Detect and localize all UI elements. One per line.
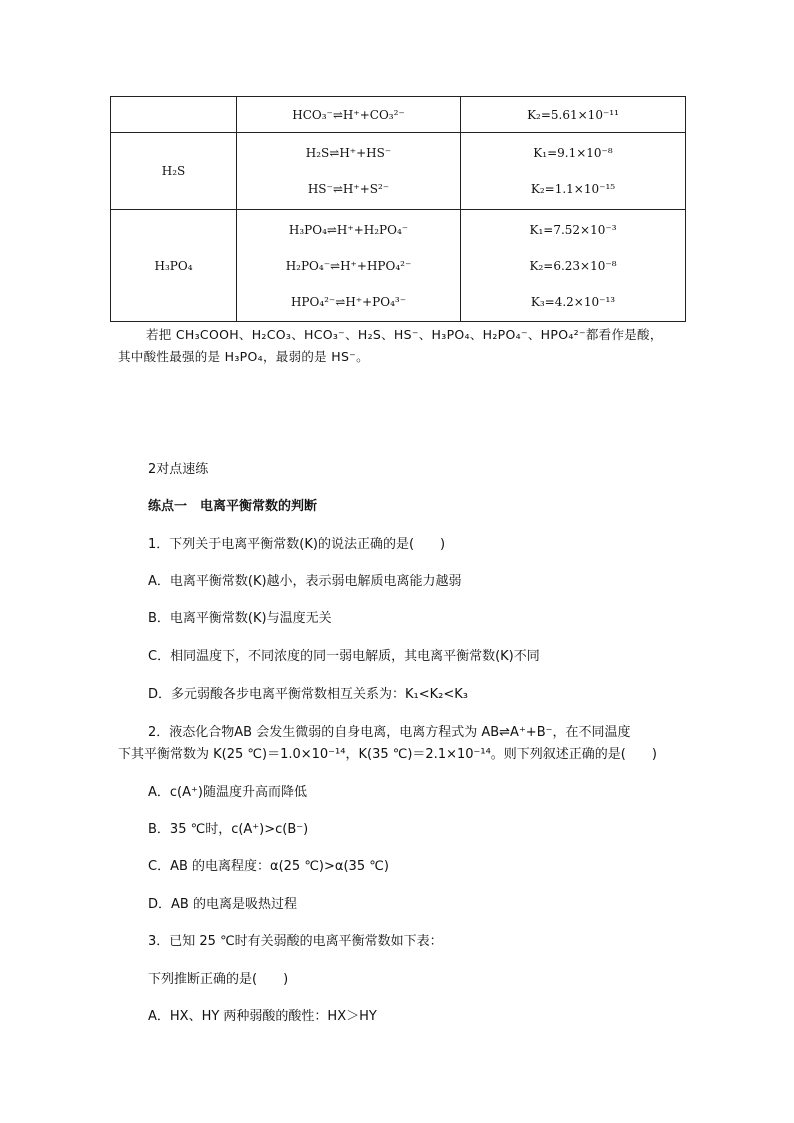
constant: K₂=6.23×10⁻⁸	[529, 258, 617, 273]
equation: HS⁻⇌H⁺+S²⁻	[307, 182, 390, 196]
section-title: 2对点速练	[148, 462, 209, 477]
question-2-stem-line1: 2．液态化合物AB 会发生微弱的自身电离，电离方程式为 AB⇌A⁺+B⁻，在不同温度	[148, 725, 631, 740]
constant: K₃=4.2×10⁻¹³	[530, 294, 616, 309]
question-1-option-c: C．相同温度下，不同浓度的同一弱电解质，其电离平衡常数(K)不同	[148, 649, 540, 664]
acid-cell: H₃PO₄	[111, 210, 237, 322]
equation-cell	[237, 97, 461, 133]
acid-cell: H₂S	[111, 133, 237, 210]
equation: H₂PO₄⁻⇌H⁺+HPO₄²⁻	[285, 258, 412, 273]
equation: H₃PO₄⇌H⁺+H₂PO₄⁻	[288, 222, 409, 237]
note-line: 其中酸性最强的是 H₃PO₄，最弱的是 HS⁻。	[118, 349, 369, 364]
ionization-constant-table	[110, 96, 686, 322]
constant-cell	[461, 133, 686, 210]
acidity-note	[118, 324, 698, 368]
question-1-option-b: B．电离平衡常数(K)与温度无关	[148, 611, 332, 626]
table-row	[111, 210, 686, 322]
constant: K₁=9.1×10⁻⁸	[533, 146, 613, 160]
question-3-prompt: 下列推断正确的是( )	[148, 972, 289, 987]
note-line: 若把 CH₃COOH、H₂CO₃、HCO₃⁻、H₂S、HS⁻、H₃PO₄、H₂PO₄⁻、HPO₄²⁻都看作是酸，	[146, 327, 663, 342]
question-1-stem: 1．下列关于电离平衡常数(K)的说法正确的是( )	[148, 537, 446, 552]
question-2-option-a: A．c(A⁺)随温度升高而降低	[148, 785, 307, 800]
equation-cell	[237, 133, 461, 210]
constant: K₂=1.1×10⁻¹⁵	[530, 182, 616, 196]
constant-cell	[461, 97, 686, 133]
question-2-option-c: C．AB 的电离程度：α(25 ℃)>α(35 ℃)	[148, 859, 389, 874]
constant: K₁=7.52×10⁻³	[529, 222, 617, 237]
acid-cell	[111, 97, 237, 133]
equation: HCO₃⁻⇌H⁺+CO₃²⁻	[292, 107, 405, 122]
question-1-option-a: A．电离平衡常数(K)越小，表示弱电解质电离能力越弱	[148, 574, 462, 589]
equation-cell	[237, 210, 461, 322]
practice-title: 练点一 电离平衡常数的判断	[148, 499, 318, 514]
question-1-option-d: D．多元弱酸各步电离平衡常数相互关系为：K₁<K₂<K₃	[148, 687, 469, 702]
table-row	[111, 97, 686, 133]
question-2-option-d: D．AB 的电离是吸热过程	[148, 897, 297, 912]
question-2-option-b: B．35 ℃时，c(A⁺)>c(B⁻)	[148, 822, 309, 837]
equation: HPO₄²⁻⇌H⁺+PO₄³⁻	[290, 294, 407, 309]
equation: H₂S⇌H⁺+HS⁻	[305, 146, 392, 160]
constant-cell	[461, 210, 686, 322]
question-3-stem: 3．已知 25 ℃时有关弱酸的电离平衡常数如下表：	[148, 934, 443, 949]
constant: K₂=5.61×10⁻¹¹	[527, 107, 619, 122]
table-row	[111, 133, 686, 210]
question-3-option-a: A．HX、HY 两种弱酸的酸性：HX＞HY	[148, 1009, 377, 1024]
question-2-stem-line2: 下其平衡常数为 K(25 ℃)＝1.0×10⁻¹⁴，K(35 ℃)＝2.1×10⁻¹⁴。则下列叙述正确的是( )	[118, 747, 657, 762]
